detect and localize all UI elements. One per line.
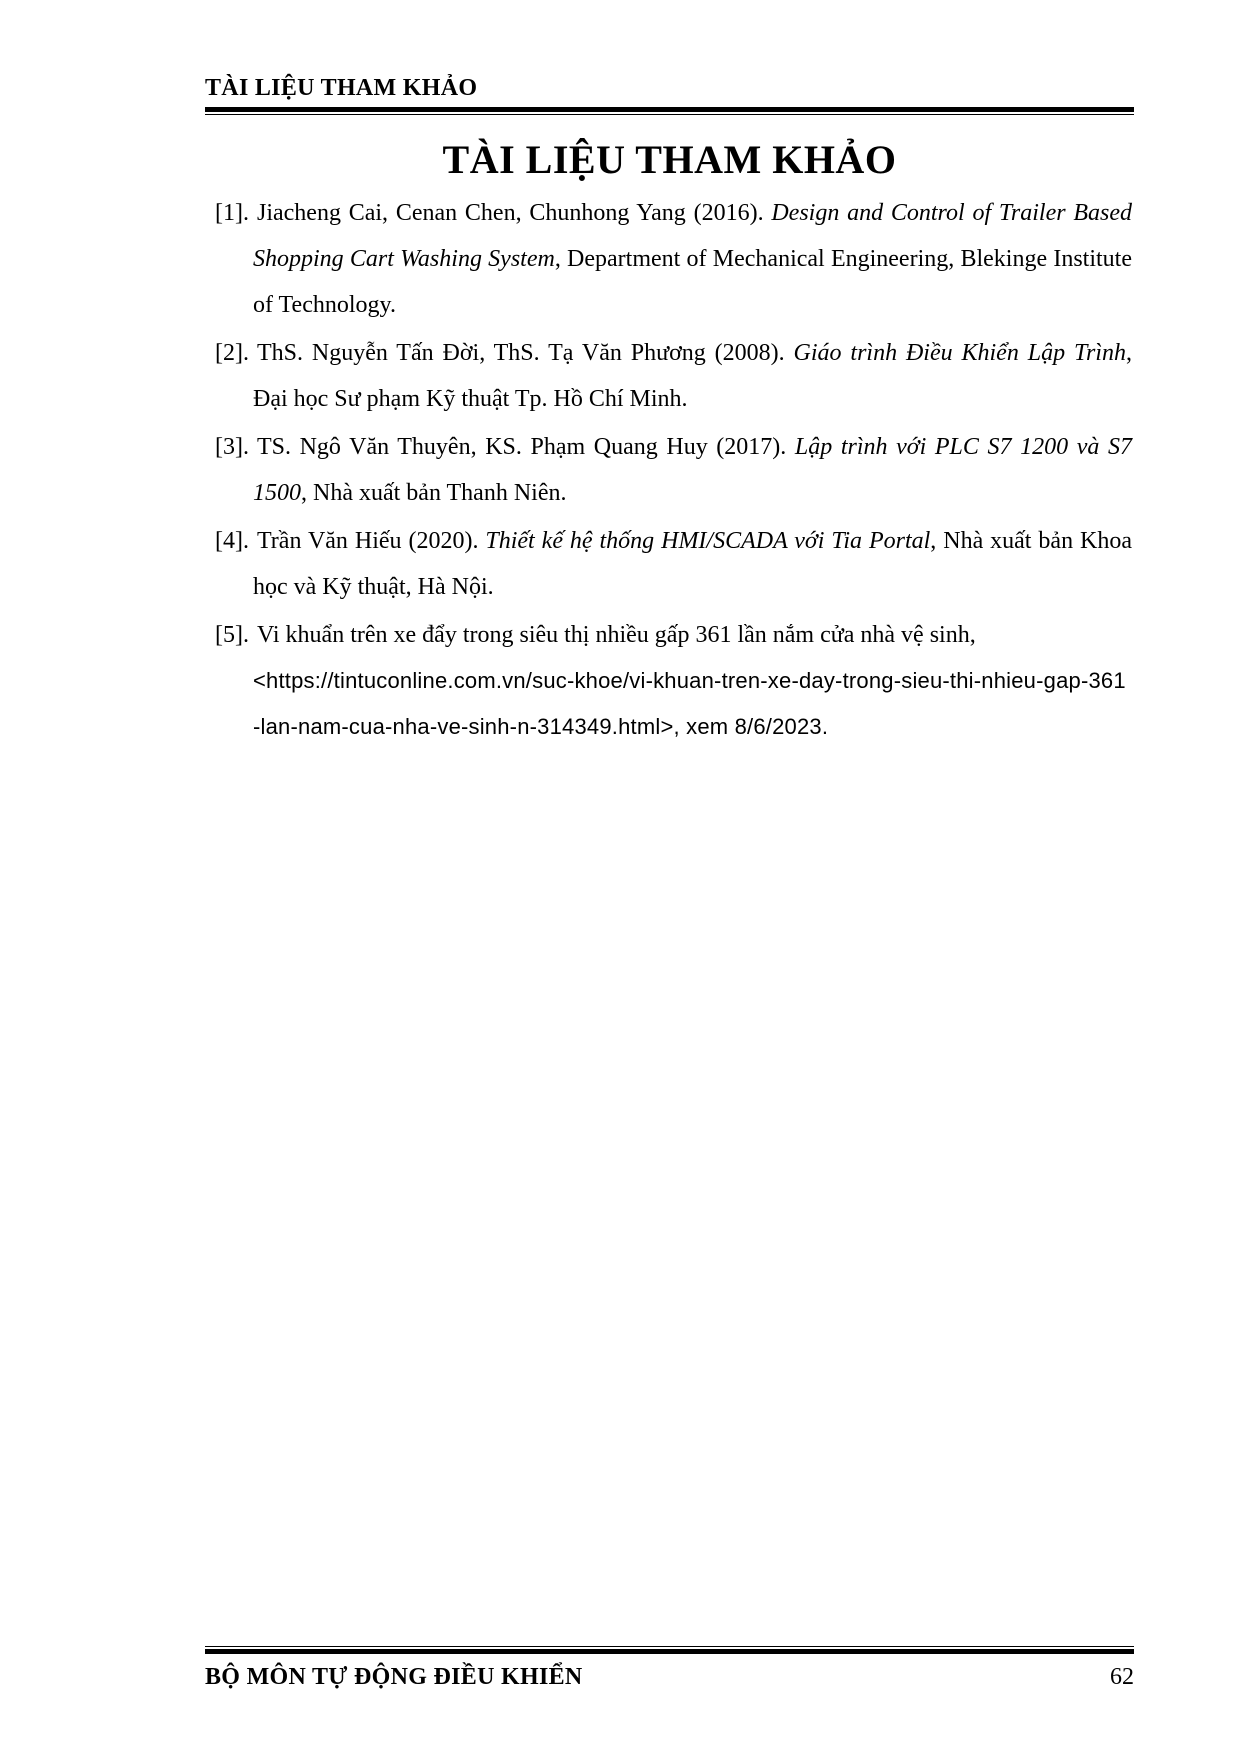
reference-authors: ThS. Nguyễn Tấn Đời, ThS. Tạ Văn Phương (2008). [256,340,794,366]
reference-number: [3]. [215,434,249,460]
header-rule-thin [205,114,1134,115]
reference-authors: TS. Ngô Văn Thuyên, KS. Phạm Quang Huy (2017). [256,434,795,460]
footer-row [205,1662,1134,1692]
reference-title: Lập trình với PLC S7 1200 và S7 1500 [253,434,1132,506]
running-header [205,74,1134,115]
reference-authors: Trần Văn Hiếu (2020). [256,528,486,554]
reference-number: [5]. [215,622,249,648]
header-rule-thick [205,107,1134,112]
reference-list [215,190,1132,752]
header-title: TÀI LIỆU THAM KHẢO [205,75,478,101]
page-number: 62 [1110,1664,1134,1690]
reference-authors: Jiacheng Cai, Cenan Chen, Chunhong Yang (2016). [256,200,772,226]
reference-item-4 [215,518,1132,610]
reference-title: Vi khuẩn trên xe đẩy trong siêu thị nhiều gấp 361 lần nắm cửa nhà vệ sinh, [256,622,976,648]
reference-title: Giáo trình Điều Khiển Lập Trình [793,340,1126,366]
footer-department: BỘ MÔN TỰ ĐỘNG ĐIỀU KHIỂN [205,1664,583,1690]
reference-publisher: , Nhà xuất bản Thanh Niên. [301,480,567,506]
reference-item-3 [215,424,1132,516]
reference-url: <https://tintuconline.com.vn/suc-khoe/vi-khuan-tren-xe-day-trong-sieu-thi-nhieu-gap-361-lan-nam-cua-nha-ve-sinh-n-314349.html>, xem 8/6/2023. [253,668,1126,739]
reference-publisher: , Department of Mechanical Engineering, Blekinge Institute of Technology. [253,246,1132,318]
reference-number: [4]. [215,528,249,554]
reference-number: [2]. [215,340,249,366]
reference-item-5 [215,612,1132,750]
reference-publisher: , Nhà xuất bản Khoa học và Kỹ thuật, Hà Nội. [253,528,1132,600]
reference-title: Design and Control of Trailer Based Shopping Cart Washing System [253,200,1133,272]
reference-number: [1]. [215,200,249,226]
reference-title: Thiết kế hệ thống HMI/SCADA với Tia Portal [485,528,931,554]
reference-item-1 [215,190,1132,328]
reference-publisher: , Đại học Sư phạm Kỹ thuật Tp. Hồ Chí Minh. [253,340,1132,412]
reference-item-2 [215,330,1132,422]
footer-rule-thin [205,1646,1134,1647]
page-title: TÀI LIỆU THAM KHẢO [442,137,897,182]
page-footer [205,1646,1134,1692]
footer-rule-thick [205,1649,1134,1654]
